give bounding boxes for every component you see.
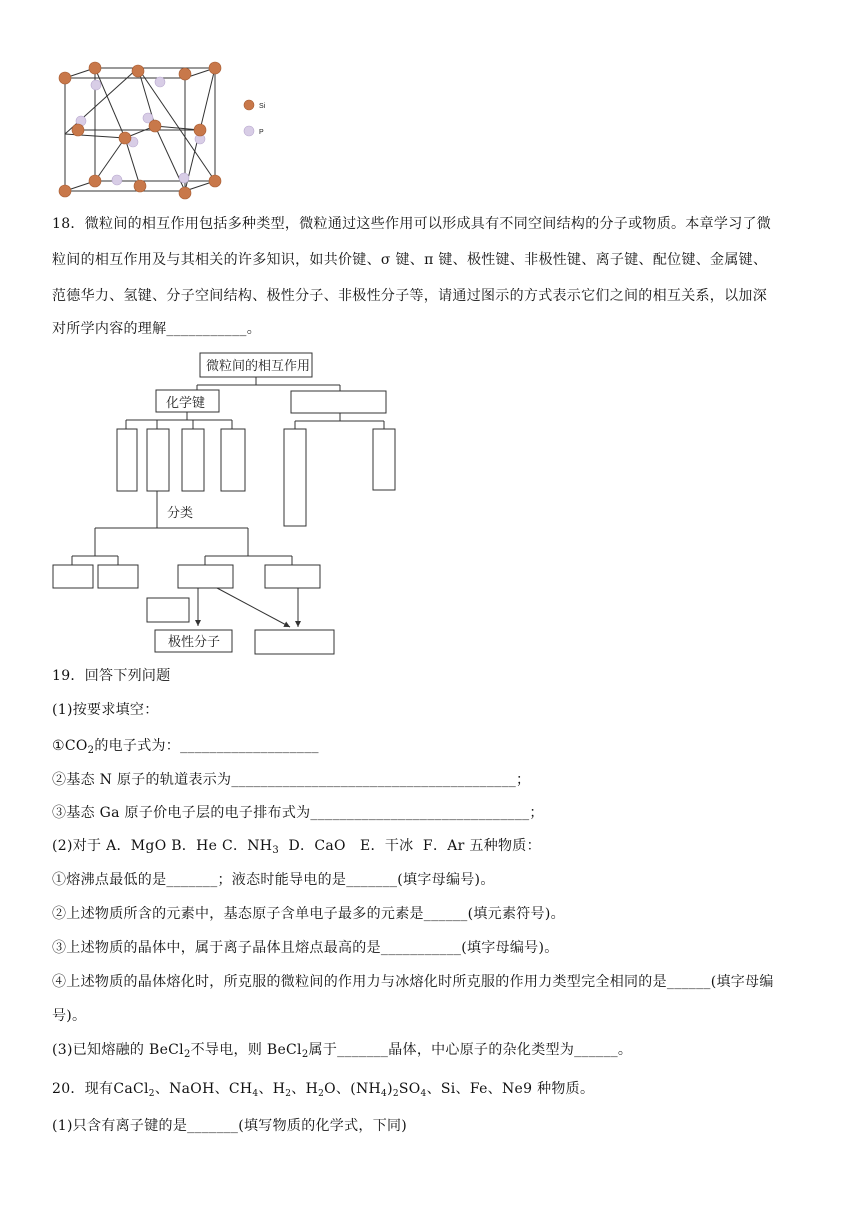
classify-label: 分类	[167, 506, 194, 521]
q19-part2a: ①熔沸点最低的是_______；液态时能导电的是_______(填字母编号)。	[52, 872, 495, 888]
q19-part1: (1)按要求填空：	[52, 702, 159, 718]
q18-line4: 对所学内容的理解___________。	[52, 321, 261, 337]
legend-si-marker	[244, 100, 254, 110]
q19-part1a: $①CO_2$的电子式为：___________________	[52, 738, 319, 756]
q19-part1c: ③基态 Ga 原子价电子层的电子排布式为______________________________；	[52, 805, 544, 821]
force-box-1	[284, 429, 306, 526]
q20-part1: (1)只含有离子键的是_______(填写物质的化学式，下同)	[52, 1118, 408, 1134]
q18-line3: 范德华力、氢键、分子空间结构、极性分子、非极性分子等，请通过图示的方式表示它们之间的相互关系，以加深	[52, 288, 767, 304]
q20-line1: 20．现有CaCl$_2$、NaOH、$CH_4$、$H_2$、$H_2O$、$(NH_4)_2SO_4$、Si、Fe、Ne9 种物质。	[52, 1081, 595, 1099]
bond-type-box-4	[221, 429, 245, 491]
q19-part2d-line1: ④上述物质的晶体熔化时，所克服的微粒间的作用力与冰熔化时所克服的作用力类型完全相同的是______(填字母编	[52, 974, 774, 990]
q18-line1: 18．微粒间的相互作用包括多种类型，微粒通过这些作用可以形成具有不同空间结构的分子或物质。本章学习了微	[52, 216, 772, 232]
q19-part2b: ②上述物质所含的元素中，基态原子含单电子最多的元素是______(填元素符号)。	[52, 906, 565, 922]
q19-part2: (2)对于 A．MgO B．He C．$NH_3$ D．CaO E．干冰 F．Ar 五种物质：	[52, 838, 541, 856]
class-box-3	[178, 565, 233, 588]
q19-part1b: ②基态 N 原子的轨道表示为_______________________________________；	[52, 772, 531, 788]
crystal-legend	[244, 100, 266, 136]
small-blank-box	[147, 598, 189, 622]
bond-type-box-1	[117, 429, 137, 491]
class-box-1	[53, 565, 93, 588]
q19-part3: (3)已知熔融的 BeCl$_2$不导电，则 BeCl$_2$属于_______晶体，中心原子的杂化类型为______。	[52, 1042, 633, 1060]
q19-title: 19．回答下列问题	[52, 668, 171, 684]
legend-p-label: P	[259, 129, 264, 136]
class-box-4	[265, 565, 320, 588]
q19-part2d-line2: 号)。	[52, 1008, 87, 1024]
legend-p-marker	[244, 126, 254, 136]
q19-part2c: ③上述物质的晶体中，属于离子晶体且熔点最高的是___________(填字母编号)。	[52, 940, 559, 956]
blank-box-right	[291, 391, 386, 413]
class-box-2	[98, 565, 138, 588]
chem-bond-label: 化学键	[166, 396, 206, 411]
polar-molecule-label: 极性分子	[168, 635, 221, 650]
legend-si-label: Si	[259, 103, 266, 110]
q18-line2: 粒间的相互作用及与其相关的许多知识，如共价键、σ 键、π 键、极性键、非极性键、离子键、配位键、金属键、	[52, 252, 768, 268]
force-box-2	[373, 429, 395, 490]
bond-type-box-3	[182, 429, 204, 491]
interaction-concept-diagram	[0, 345, 860, 660]
crystal-bonds	[65, 68, 215, 191]
bond-type-box-2	[147, 429, 169, 491]
crystal-structure-figure	[50, 58, 290, 208]
root-label: 微粒间的相互作用	[206, 359, 311, 374]
nonpolar-blank-box	[255, 630, 334, 654]
